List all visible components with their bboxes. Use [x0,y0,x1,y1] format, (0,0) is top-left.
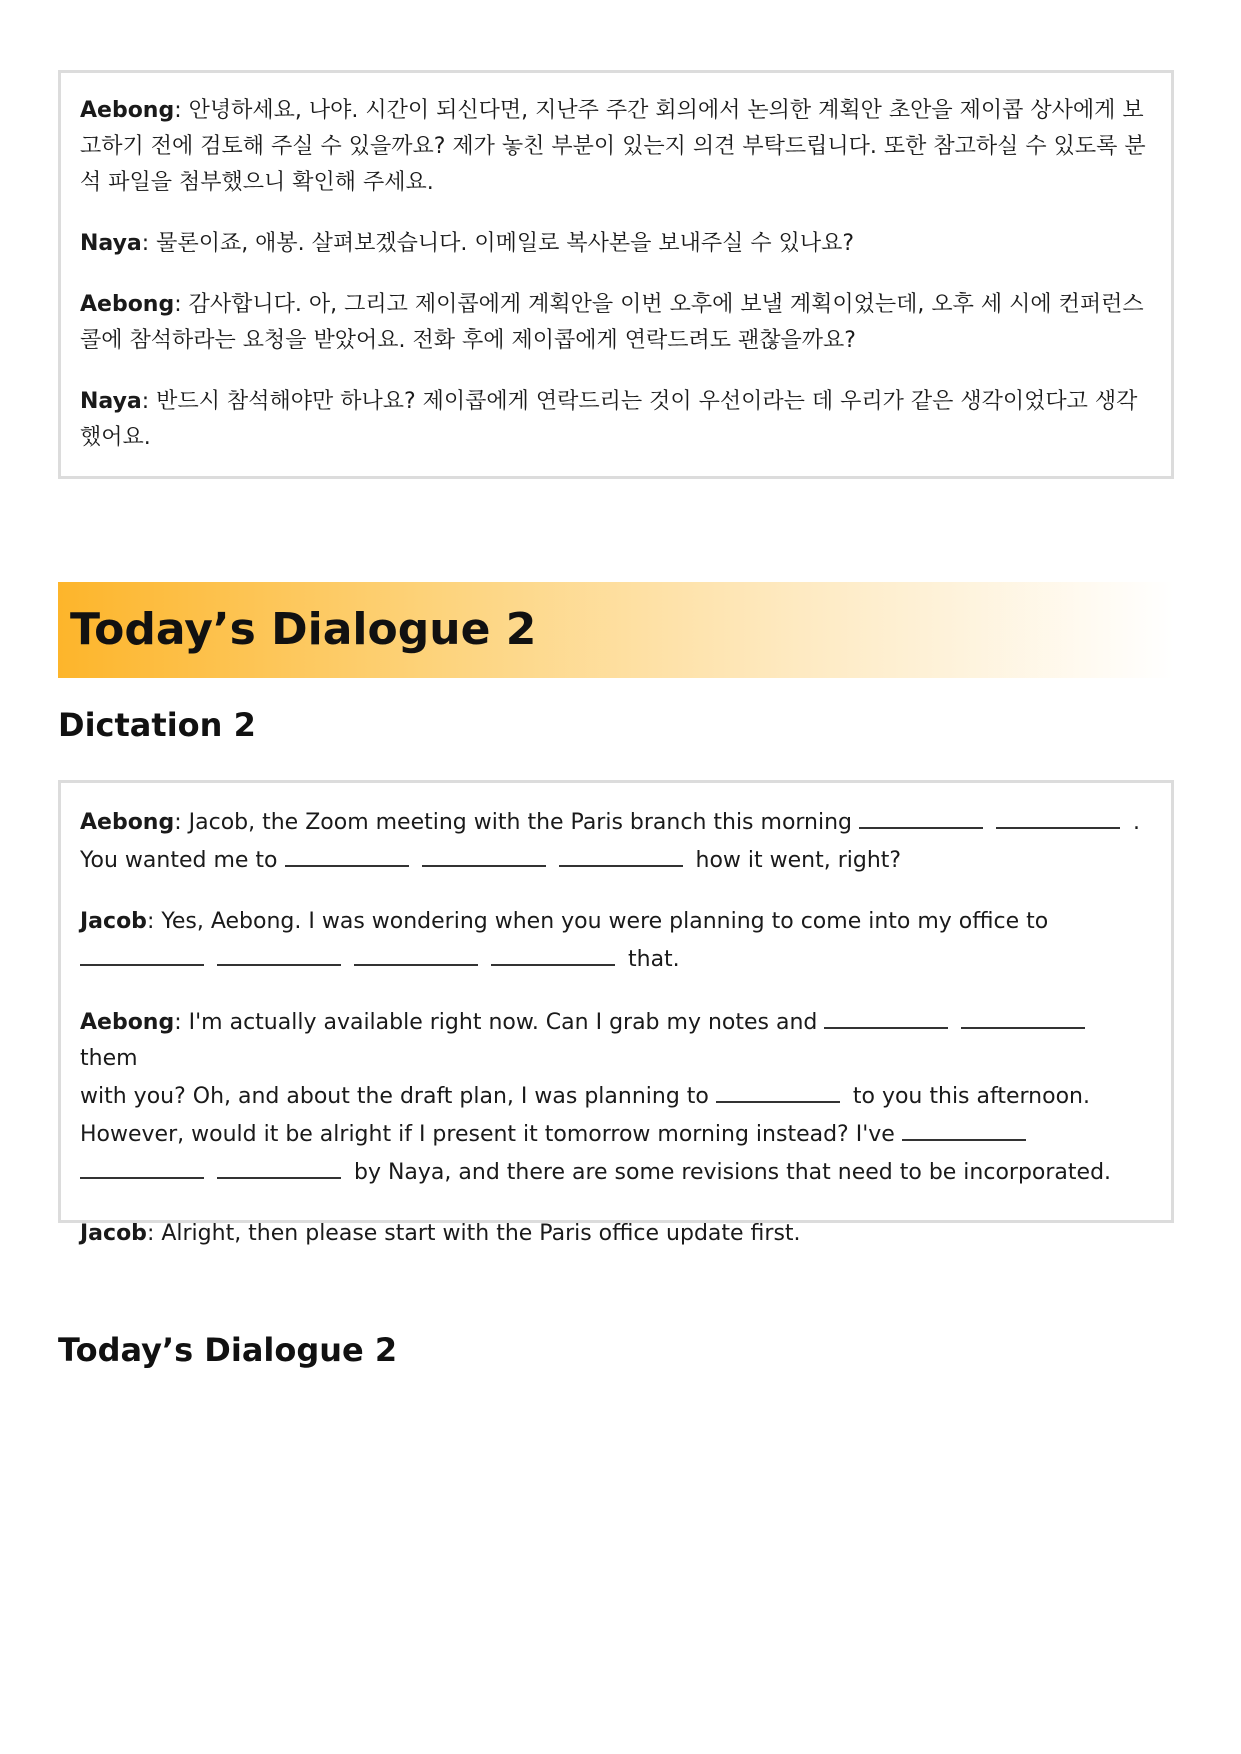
speaker-name: Aebong [80,98,175,123]
dictation-box [58,780,1174,1246]
dictation-text: by Naya, and there are some revisions that need to be incorporated. [354,1160,1112,1185]
dictation-title: Dictation 2 [58,706,256,744]
blank-field[interactable] [422,841,546,867]
dialogue-text: : 반드시 참석해야만 하나요? 제이콥에게 연락드리는 것이 우선이라는 데 우리가 같은 생각이었다고 생각했어요. [80,389,1138,450]
dialogue-line [80,93,1152,201]
blank-field[interactable] [961,1003,1085,1029]
blank-field[interactable] [716,1077,840,1103]
blank-field[interactable] [80,1153,204,1179]
speaker-name: Jacob [80,909,147,934]
speaker-name: Aebong [80,1010,175,1035]
blank-field[interactable] [902,1115,1026,1141]
blank-field[interactable] [559,841,683,867]
speaker-name: Naya [80,231,142,256]
dictation-text: how it went, right? [695,848,902,873]
section-title: Today’s Dialogue 2 [58,1331,398,1369]
blank-field[interactable] [491,940,615,966]
dictation-line [80,904,1152,978]
korean-dialogue-box [58,70,1174,479]
blank-field[interactable] [824,1003,948,1029]
dictation-text: to you this afternoon. [852,1084,1090,1109]
speaker-name: Naya [80,389,142,414]
dictation-line [80,803,1152,879]
dialogue-text: : 물론이죠, 애봉. 살펴보겠습니다. 이메일로 복사본을 보내주실 수 있나요? [141,231,855,256]
dictation-text: You wanted me to [80,848,278,873]
speaker-name: Aebong [80,292,175,317]
dictation-text: them [80,1046,138,1071]
dictation-text: : I'm actually available right now. Can I grab my notes and [174,1010,818,1035]
dictation-text: However, would it be alright if I present it tomorrow morning instead? I've [80,1122,895,1147]
blank-field[interactable] [217,940,341,966]
section-banner [58,582,1174,678]
blank-field[interactable] [285,841,409,867]
dictation-text: with you? Oh, and about the draft plan, I was planning to [80,1084,709,1109]
dictation-text: . [1133,810,1141,835]
dictation-line [80,1216,1152,1252]
banner-title: Today’s Dialogue 2 [70,604,537,655]
dialogue-text: : 안녕하세요, 나야. 시간이 되신다면, 지난주 주간 회의에서 논의한 계획안 초안을 제이콥 상사에게 보고하기 전에 검토해 주실 수 있을까요? 제가 놓친 부분이 있는지 의견 부탁드립니다. 또한 참고하실 수 있도록 분석 파일을 첨부했으니 확인해 주세요. [80,98,1146,195]
dialogue-line [80,384,1152,456]
dialogue-line [80,226,1152,262]
blank-field[interactable] [80,940,204,966]
dictation-text: : Alright, then please start with the Paris office update first. [146,1221,801,1246]
blank-field[interactable] [354,940,478,966]
dialogue-text: : 감사합니다. 아, 그리고 제이콥에게 계획안을 이번 오후에 보낼 계획이었는데, 오후 세 시에 컨퍼런스 콜에 참석하라는 요청을 받았어요. 전화 후에 제이콥에게 연락드려도 괜찮을까요? [80,292,1144,353]
dictation-text: : Yes, Aebong. I was wondering when you were planning to come into my office to [146,909,1049,934]
speaker-name: Aebong [80,810,175,835]
dictation-text: : Jacob, the Zoom meeting with the Paris branch this morning [174,810,853,835]
blank-field[interactable] [996,803,1120,829]
dictation-line [80,1003,1152,1191]
dictation-text: that. [628,947,680,972]
dialogue-line [80,287,1152,359]
speaker-name: Jacob [80,1221,147,1246]
blank-field[interactable] [217,1153,341,1179]
blank-field[interactable] [859,803,983,829]
